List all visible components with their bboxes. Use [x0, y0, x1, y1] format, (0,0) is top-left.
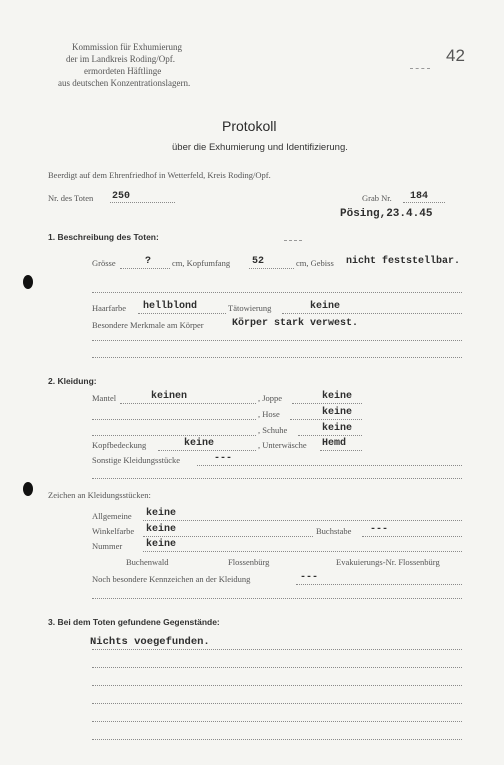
- taetowierung-value: keine: [310, 301, 341, 312]
- hose-left-line: [92, 419, 256, 420]
- hose-value: keine: [322, 407, 353, 418]
- schuhe-label: , Schuhe: [258, 425, 288, 435]
- burial-text: Beerdigt auf dem Ehrenfriedhof in Wetterfeld, Kreis Roding/Opf.: [48, 170, 271, 180]
- place-date: Pösing,23.4.45: [340, 208, 433, 220]
- page-title: Protokoll: [222, 118, 277, 134]
- allgemeine-label: Allgemeine: [92, 511, 132, 521]
- joppe-value: keine: [322, 391, 353, 402]
- mantel-value: keinen: [151, 391, 188, 402]
- schuhe-value: keine: [322, 423, 353, 434]
- kennzeichen-value: ---: [300, 572, 319, 583]
- kopfumfang-value: 52: [252, 256, 265, 267]
- mantel-label: Mantel: [92, 393, 117, 403]
- schuhe-line: [298, 435, 362, 436]
- sonstige-line: [197, 465, 462, 466]
- column-buchenwald: Buchenwald: [126, 557, 169, 567]
- cm-gebiss-label: cm, Gebiss: [296, 258, 334, 268]
- org-line-3: ermordeten Häftlinge: [84, 66, 162, 76]
- org-line-2: der im Landkreis Roding/Opf.: [66, 54, 175, 64]
- section-1-dash: [284, 240, 302, 241]
- dead-number-label: Nr. des Toten: [48, 193, 94, 203]
- gebiss-value: nicht feststellbar.: [346, 256, 461, 267]
- cm-kopfumfang-label: cm, Kopfumfang: [172, 258, 231, 268]
- kopfbedeckung-line: [158, 450, 256, 451]
- column-evakuierungs-nr: Evakuierungs-Nr. Flossenbürg: [336, 557, 440, 567]
- allgemeine-value: keine: [146, 508, 177, 519]
- allgemeine-line: [143, 520, 462, 521]
- merkmale-label: Besondere Merkmale am Körper: [92, 320, 204, 330]
- unterwaesche-label: , Unterwäsche: [258, 440, 307, 450]
- page-number-dash: [410, 68, 430, 69]
- dead-number-value: 250: [112, 191, 131, 202]
- merkmale-value: Körper stark verwest.: [232, 318, 359, 329]
- section-3-line-f: [92, 739, 462, 740]
- page-subtitle: über die Exhumierung und Identifizierung.: [172, 142, 348, 153]
- section-3-value: Nichts voegefunden.: [90, 636, 210, 648]
- section-3-heading: 3. Bei dem Toten gefundene Gegenstände:: [48, 617, 220, 627]
- groesse-value: ?: [145, 256, 152, 267]
- org-line-4: aus deutschen Konzentrationslagern.: [58, 78, 191, 88]
- page-number: 42: [446, 46, 465, 65]
- mantel-line: [120, 403, 256, 404]
- kopfbedeckung-value: keine: [184, 438, 215, 449]
- nummer-line: [143, 551, 462, 552]
- section-2-line-a: [92, 478, 462, 479]
- section-3-line-d: [92, 703, 462, 704]
- section-1-line-b: [92, 340, 462, 341]
- grave-value: 184: [410, 191, 429, 202]
- punch-hole-top: [23, 275, 33, 289]
- section-3-line-c: [92, 685, 462, 686]
- punch-hole-bottom: [23, 482, 33, 496]
- org-line-1: Kommission für Exhumierung: [72, 42, 182, 52]
- buchstabe-label: Buchstabe: [316, 526, 352, 536]
- section-3-line-a: [92, 649, 462, 650]
- unterwaesche-line: [320, 450, 362, 451]
- joppe-label: , Joppe: [258, 393, 283, 403]
- grave-label: Grab Nr.: [362, 193, 392, 203]
- winkelfarbe-line: [143, 536, 313, 537]
- joppe-line: [292, 403, 362, 404]
- kopfumfang-line: [249, 268, 294, 269]
- sonstige-value: ---: [214, 453, 233, 464]
- unterwaesche-value: Hemd: [322, 438, 347, 449]
- hose-line: [290, 419, 362, 420]
- nummer-label: Nummer: [92, 541, 123, 551]
- groesse-line: [120, 268, 170, 269]
- buchstabe-line: [362, 536, 462, 537]
- section-3-line-e: [92, 721, 462, 722]
- winkelfarbe-label: Winkelfarbe: [92, 526, 135, 536]
- nummer-value: keine: [146, 539, 177, 550]
- haarfarbe-line: [138, 313, 226, 314]
- section-1-line-a: [92, 292, 462, 293]
- column-flossenbuerg: Flossenbürg: [228, 557, 270, 567]
- hose-label: , Hose: [258, 409, 280, 419]
- kennzeichen-line: [296, 584, 462, 585]
- section-1-line-c: [92, 357, 462, 358]
- haarfarbe-value: hellblond: [143, 301, 198, 312]
- grave-line: [403, 202, 445, 203]
- zeichen-label: Zeichen an Kleidungsstücken:: [48, 490, 151, 500]
- taetowierung-label: Tätowierung: [228, 303, 272, 313]
- schuhe-left-line: [92, 435, 256, 436]
- haarfarbe-label: Haarfarbe: [92, 303, 126, 313]
- groesse-label: Grösse: [92, 258, 116, 268]
- buchstabe-value: ---: [370, 524, 389, 535]
- taetowierung-line: [282, 313, 462, 314]
- winkelfarbe-value: keine: [146, 524, 177, 535]
- kennzeichen-label: Noch besondere Kennzeichen an der Kleidung: [92, 574, 251, 584]
- section-1-heading: 1. Beschreibung des Toten:: [48, 232, 159, 242]
- kopfbedeckung-label: Kopfbedeckung: [92, 440, 147, 450]
- dead-number-line: [110, 202, 175, 203]
- section-3-line-b: [92, 667, 462, 668]
- sonstige-label: Sonstige Kleidungsstücke: [92, 455, 181, 465]
- section-2-heading: 2. Kleidung:: [48, 376, 97, 386]
- section-2-line-b: [92, 598, 462, 599]
